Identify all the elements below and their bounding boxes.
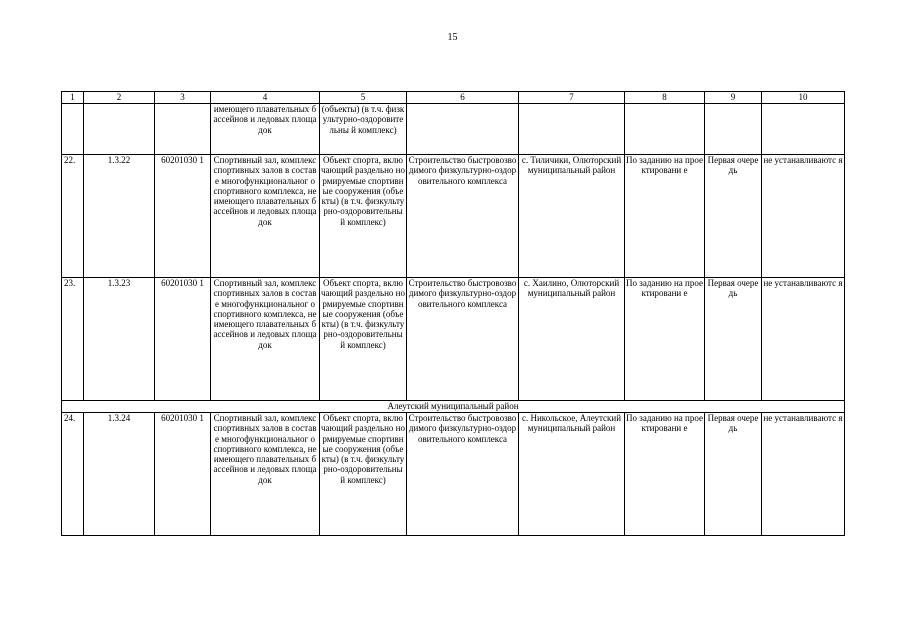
- cell-name: Спортивный зал, комплекс спортивных залов в составе многофункциональног о спортивного комплекса, не имеющего плавательных бассейнов и ледовых площадок: [211, 155, 320, 278]
- header-cell: 8: [625, 92, 705, 104]
- cell-type: Объект спорта, включающий раздельно нормируемые спортивные сооружения (объекты) (в т.ч. физкультурно-оздоровительны й комплекс): [320, 155, 407, 278]
- cell-name: имеющего плавательных бассейнов и ледовых площадок: [211, 104, 320, 155]
- region-title: Алеутский муниципальный район: [62, 401, 845, 413]
- planning-table: [61, 91, 845, 536]
- cell-code: 1.3.24: [84, 413, 155, 536]
- header-cell: 5: [320, 92, 407, 104]
- table-row: [62, 413, 845, 536]
- cell-kod: [155, 104, 211, 155]
- cell-type: Объект спорта, включающий раздельно нормируемые спортивные сооружения (объекты) (в т.ч. физкультурно-оздоровительны й комплекс): [320, 413, 407, 536]
- cell-purpose: Строительство быстровозводимого физкультурно-оздоровительного комплекса: [407, 155, 519, 278]
- cell-code: [84, 104, 155, 155]
- header-cell: 6: [407, 92, 519, 104]
- cell-code: 1.3.23: [84, 278, 155, 401]
- cell-name: Спортивный зал, комплекс спортивных залов в составе многофункциональног о спортивного комплекса, не имеющего плавательных бассейнов и ледовых площадок: [211, 278, 320, 401]
- cell-priority: Первая очередь: [705, 155, 762, 278]
- cell-location: с. Хаилино, Олюторский муниципальный район: [519, 278, 625, 401]
- cell-type: Объект спорта, включающий раздельно нормируемые спортивные сооружения (объекты) (в т.ч. физкультурно-оздоровительны й комплекс): [320, 278, 407, 401]
- cell-kod: 60201030 1: [155, 413, 211, 536]
- cell-type: (объекты) (в т.ч. физкультурно-оздоровительны й комплекс): [320, 104, 407, 155]
- cell-num: [62, 104, 84, 155]
- header-cell: 1: [62, 92, 84, 104]
- cell-zones: [762, 104, 845, 155]
- cell-zones: не устанавливаютс я: [762, 413, 845, 536]
- cell-purpose: Строительство быстровозводимого физкультурно-оздоровительного комплекса: [407, 278, 519, 401]
- cell-capacity: По заданию на проектировани е: [625, 278, 705, 401]
- cell-priority: Первая очередь: [705, 413, 762, 536]
- cell-zones: не устанавливаютс я: [762, 278, 845, 401]
- continuation-row: [62, 104, 845, 155]
- cell-capacity: По заданию на проектировани е: [625, 155, 705, 278]
- header-row: [62, 92, 845, 104]
- cell-name: Спортивный зал, комплекс спортивных залов в составе многофункциональног о спортивного комплекса, не имеющего плавательных бассейнов и ледовых площадок: [211, 413, 320, 536]
- cell-zones: не устанавливаютс я: [762, 155, 845, 278]
- page-number: 15: [447, 32, 458, 43]
- table-row: [62, 278, 845, 401]
- cell-num: 22.: [62, 155, 84, 278]
- cell-purpose: Строительство быстровозводимого физкультурно-оздоровительного комплекса: [407, 413, 519, 536]
- cell-code: 1.3.22: [84, 155, 155, 278]
- cell-capacity: [625, 104, 705, 155]
- cell-purpose: [407, 104, 519, 155]
- cell-priority: Первая очередь: [705, 278, 762, 401]
- cell-location: с. Никольское, Алеутский муниципальный район: [519, 413, 625, 536]
- header-cell: 7: [519, 92, 625, 104]
- cell-num: 24.: [62, 413, 84, 536]
- cell-location: с. Тиличики, Олюторский муниципальный район: [519, 155, 625, 278]
- region-row: [62, 401, 845, 413]
- cell-priority: [705, 104, 762, 155]
- cell-num: 23.: [62, 278, 84, 401]
- header-cell: 9: [705, 92, 762, 104]
- header-cell: 2: [84, 92, 155, 104]
- cell-kod: 60201030 1: [155, 155, 211, 278]
- header-cell: 3: [155, 92, 211, 104]
- header-cell: 10: [762, 92, 845, 104]
- cell-kod: 60201030 1: [155, 278, 211, 401]
- cell-capacity: По заданию на проектировани е: [625, 413, 705, 536]
- table-row: [62, 155, 845, 278]
- cell-location: [519, 104, 625, 155]
- header-cell: 4: [211, 92, 320, 104]
